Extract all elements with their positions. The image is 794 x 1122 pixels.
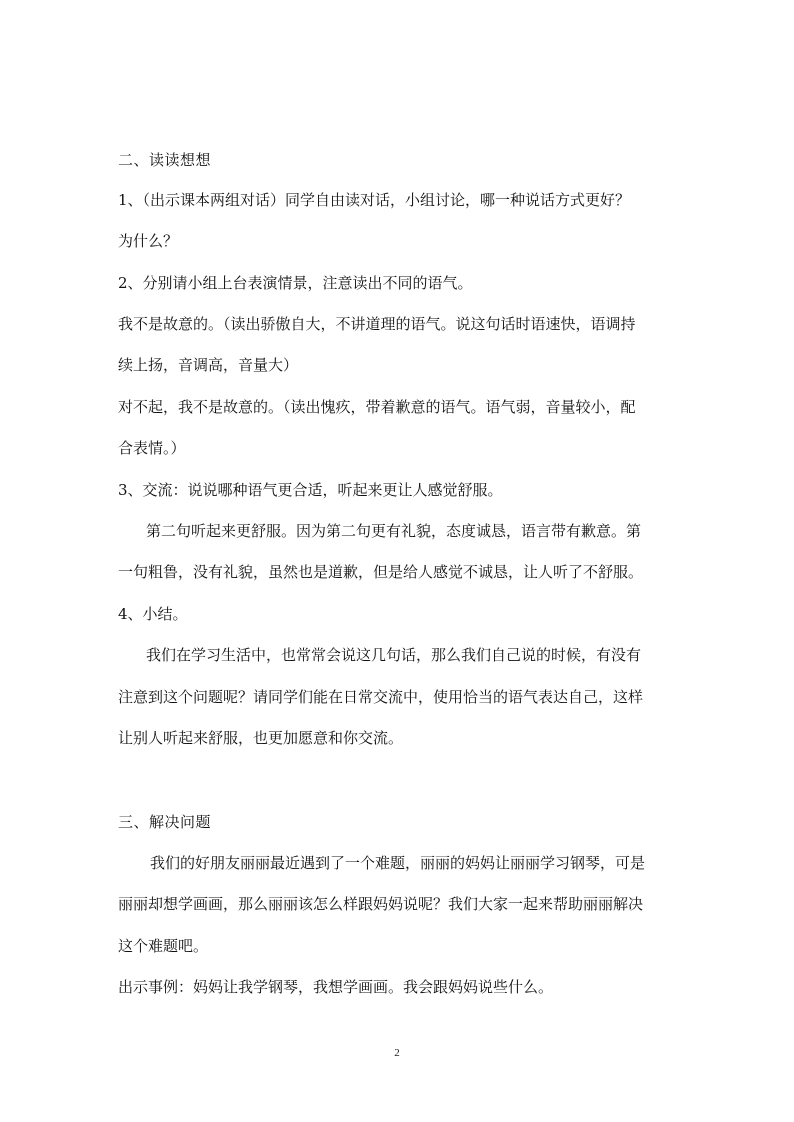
paragraph-line: 合表情。） bbox=[118, 439, 186, 457]
paragraph-line: 注意到这个问题呢？请同学们能在日常交流中，使用恰当的语气表达自己，这样 bbox=[118, 688, 644, 706]
paragraph-line: 续上扬，音调高，音量大） bbox=[118, 356, 299, 374]
paragraph-line: 让别人听起来舒服，也更加愿意和你交流。 bbox=[118, 729, 404, 747]
paragraph-line: 我们在学习生活中，也常常会说这几句话，那么我们自己说的时候，有没有 bbox=[146, 646, 642, 664]
paragraph-line: 对不起，我不是故意的。（读出愧疚，带着歉意的语气。语气弱，音量较小，配 bbox=[118, 398, 636, 416]
paragraph-line: 3、交流：说说哪种语气更合适，听起来更让人感觉舒服。 bbox=[118, 481, 503, 499]
paragraph-line: 这个难题吧。 bbox=[118, 937, 209, 955]
page-number: 2 bbox=[394, 1047, 400, 1059]
paragraph-line: 一句粗鲁，没有礼貌，虽然也是道歉，但是给人感觉不诚恳，让人听了不舒服。 bbox=[118, 563, 644, 581]
paragraph-line: 第二句听起来更舒服。因为第二句更有礼貌，态度诚恳，语言带有歉意。第 bbox=[146, 522, 642, 540]
paragraph-line: 我不是故意的。（读出骄傲自大，不讲道理的语气。说这句话时语速快，语调持 bbox=[118, 315, 636, 333]
paragraph-line: 出示事例：妈妈让我学钢琴，我想学画画。我会跟妈妈说些什么。 bbox=[118, 978, 554, 996]
section-heading-solve-problem: 三、解决问题 bbox=[118, 813, 212, 831]
paragraph-line: 丽丽却想学画画，那么丽丽该怎么样跟妈妈说呢？我们大家一起来帮助丽丽解决 bbox=[118, 895, 644, 913]
paragraph-line: 我们的好朋友丽丽最近遇到了一个难题，丽丽的妈妈让丽丽学习钢琴，可是 bbox=[150, 854, 646, 872]
paragraph-line: 2、分别请小组上台表演情景，注意读出不同的语气。 bbox=[118, 274, 473, 292]
section-heading-read-and-think: 二、读读想想 bbox=[118, 151, 212, 169]
paragraph-line: 4、小结。 bbox=[118, 605, 188, 623]
paragraph-line: 为什么？ bbox=[118, 232, 179, 250]
paragraph-line: 1、（出示课本两组对话）同学自由读对话，小组讨论，哪一种说话方式更好？ bbox=[118, 191, 631, 209]
